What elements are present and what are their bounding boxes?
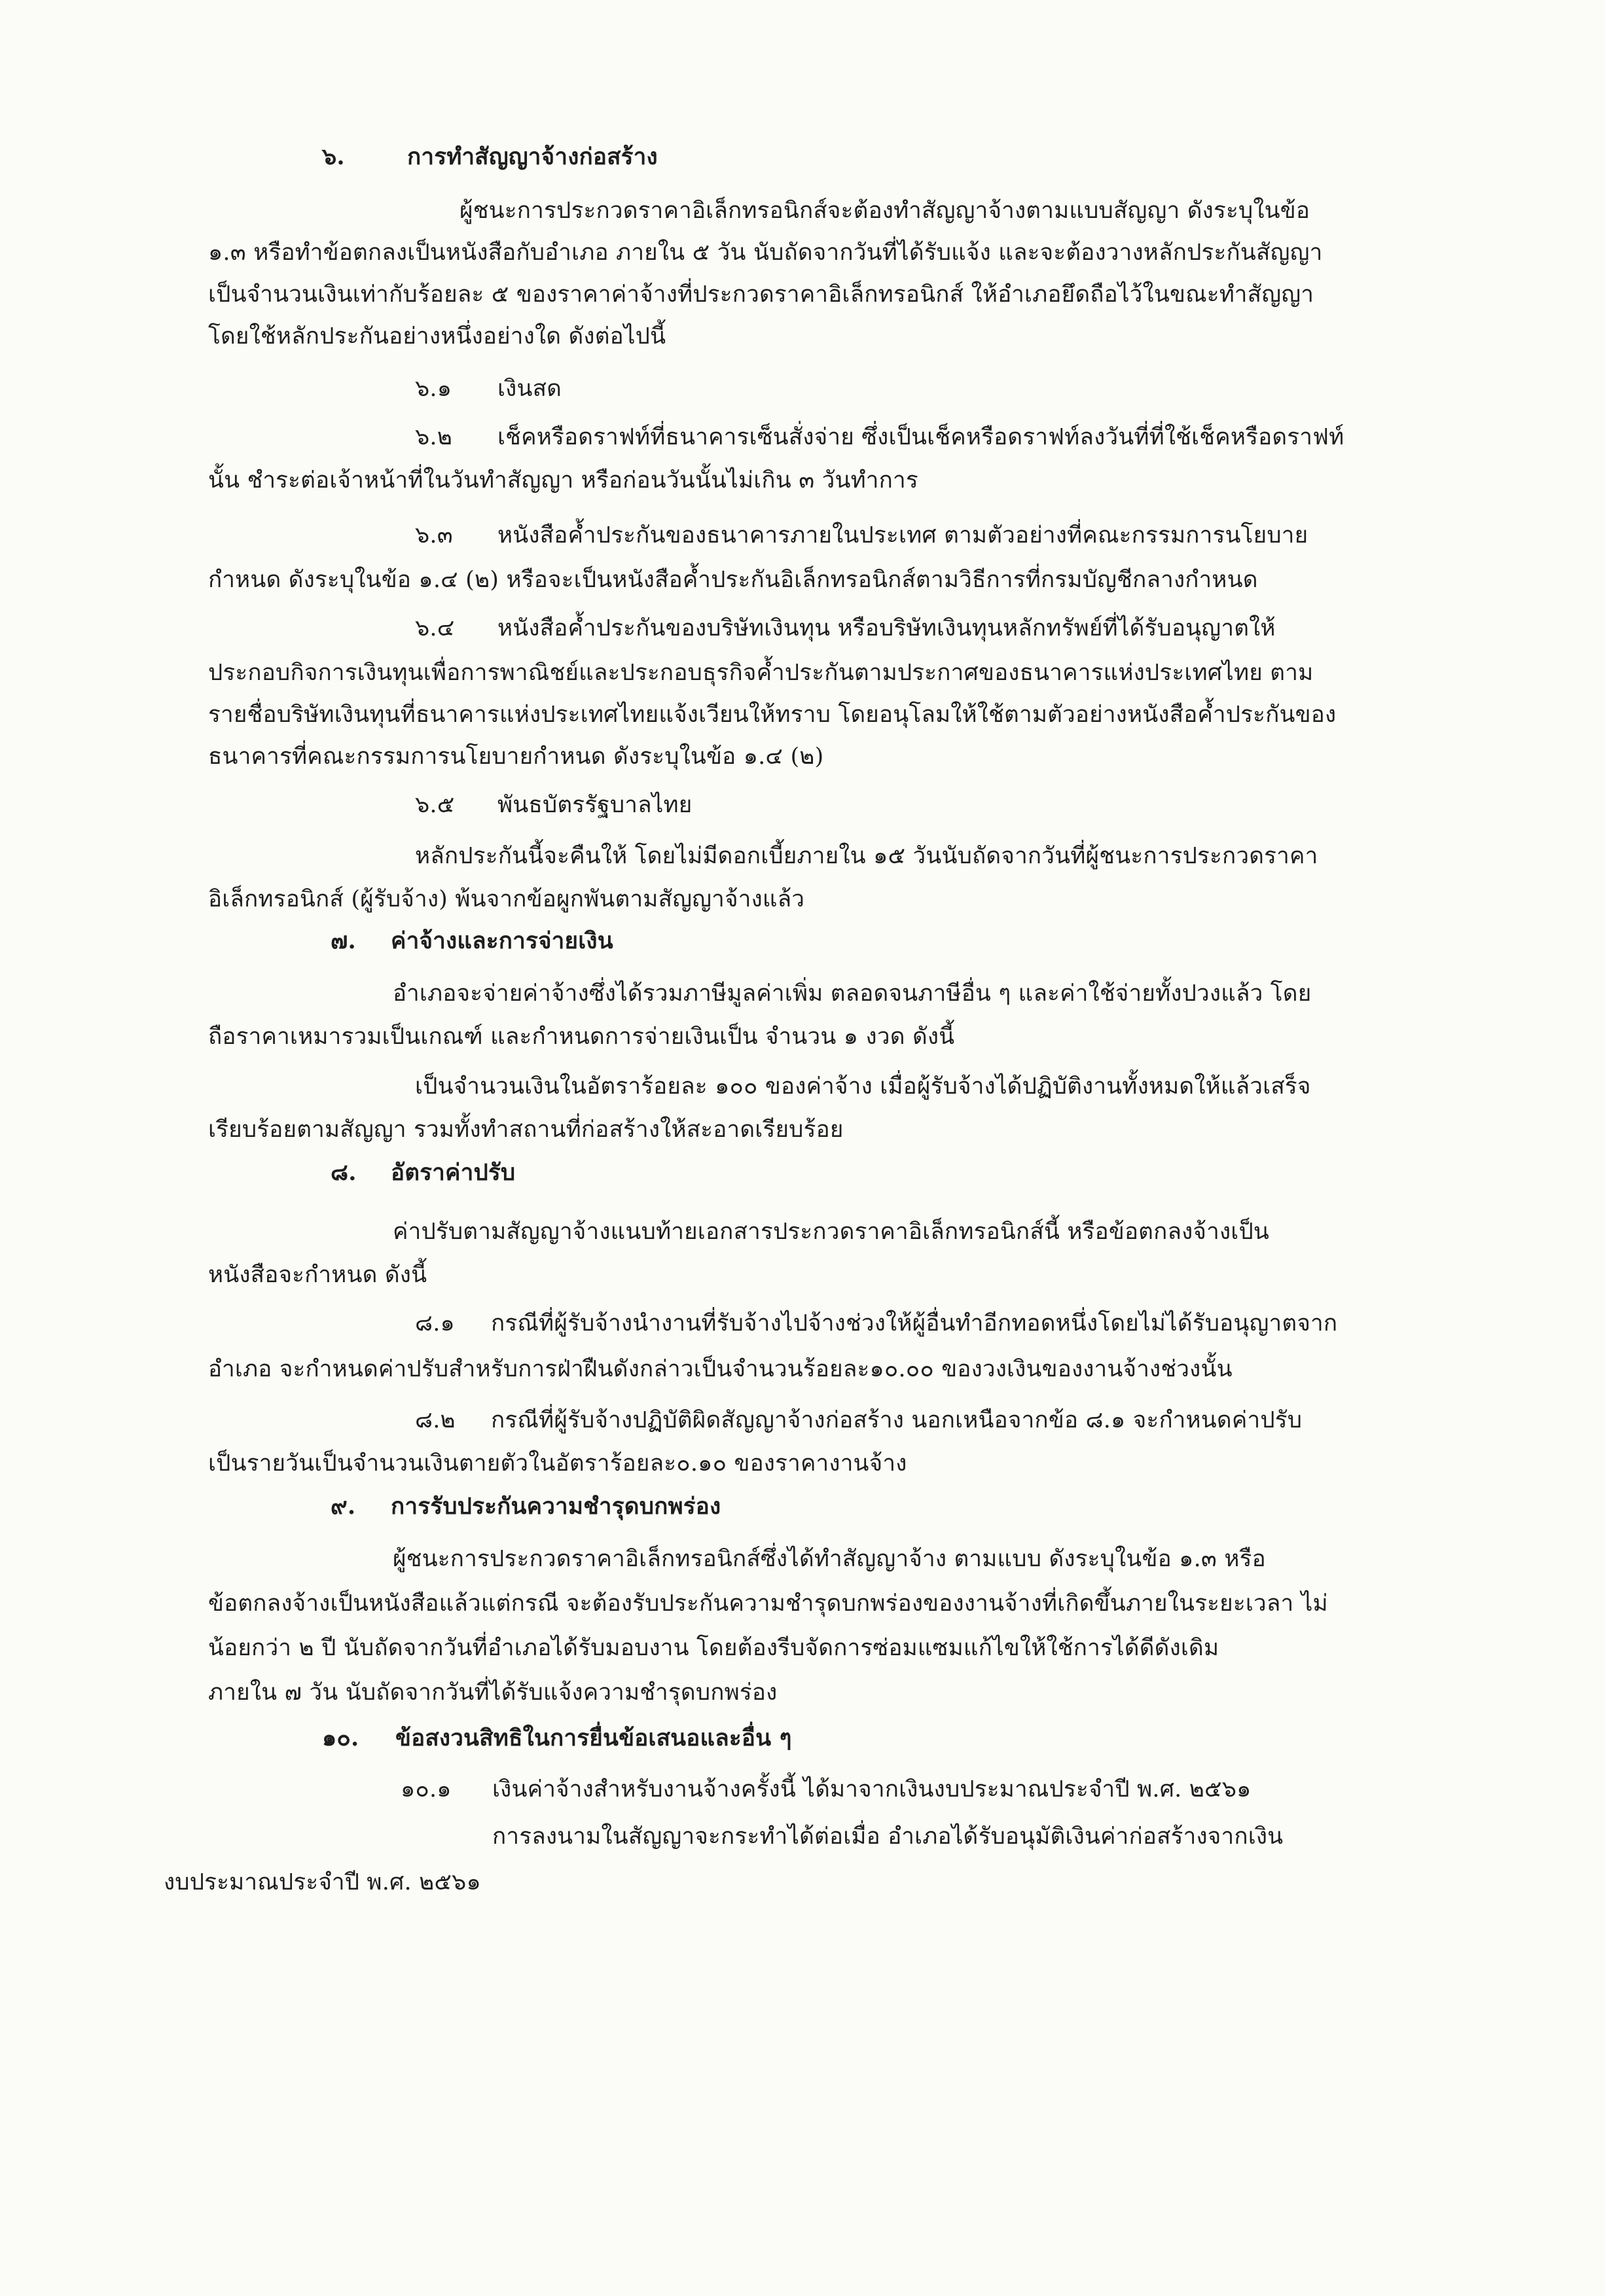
s6-item-4 <box>415 614 1276 643</box>
s6-item-3-text: หนังสือค้ำประกันของธนาคารภายในประเทศ ตามตัวอย่างที่คณะกรรมการนโยบาย <box>497 522 1308 548</box>
s6-closing-line: อิเล็กทรอนิกส์ (ผู้รับจ้าง) พ้นจากข้อผูกพันตามสัญญาจ้างแล้ว <box>208 886 805 912</box>
section-8-title: อัตราค่าปรับ <box>391 1159 516 1186</box>
s6-item-1 <box>415 374 562 403</box>
s8-item-2 <box>415 1406 1302 1435</box>
s6-item-3-number: ๖.๓ <box>415 522 453 548</box>
s8-item-1 <box>415 1309 1337 1338</box>
s8-paragraph-line: ค่าปรับตามสัญญาจ้างแนบท้ายเอกสารประกวดราคาอิเล็กทรอนิกส์นี้ หรือข้อตกลงจ้างเป็น <box>393 1219 1269 1245</box>
s6-item-4-number: ๖.๔ <box>415 615 455 641</box>
section-9-number: ๙. <box>331 1493 356 1520</box>
s6-item-2-number: ๖.๒ <box>415 424 453 450</box>
section-9-title: การรับประกันความชำรุดบกพร่อง <box>391 1493 721 1520</box>
section-6-number: ๖. <box>322 143 345 170</box>
s6-closing-line: หลักประกันนี้จะคืนให้ โดยไม่มีดอกเบี้ยภายใน ๑๕ วันนับถัดจากวันที่ผู้ชนะการประกวดราคา <box>415 843 1318 869</box>
s9-paragraph-line: น้อยกว่า ๒ ปี นับถัดจากวันที่อำเภอได้รับมอบงาน โดยต้องรีบจัดการซ่อมแซมแก้ไขให้ใช้การได้ดีดังเดิม <box>208 1635 1219 1661</box>
s8-item-2-number: ๘.๒ <box>415 1407 456 1433</box>
section-10-heading <box>322 1724 792 1753</box>
section-6-title: การทำสัญญาจ้างก่อสร้าง <box>407 143 658 170</box>
s9-paragraph-line: ข้อตกลงจ้างเป็นหนังสือแล้วแต่กรณี จะต้องรับประกันความชำรุดบกพร่องของงานจ้างที่เกิดขึ้นภายในระยะเวลา ไม่ <box>208 1590 1328 1617</box>
s7-paragraph-line: เรียบร้อยตามสัญญา รวมทั้งทำสถานที่ก่อสร้างให้สะอาดเรียบร้อย <box>208 1117 844 1143</box>
s6-item-4-continuation: รายชื่อบริษัทเงินทุนที่ธนาคารแห่งประเทศไทยแจ้งเวียนให้ทราบ โดยอนุโลมให้ใช้ตามตัวอย่างหนังสือค้ำประกันของ <box>208 702 1337 728</box>
s6-paragraph-line: ผู้ชนะการประกวดราคาอิเล็กทรอนิกส์จะต้องทำสัญญาจ้างตามแบบสัญญา ดังระบุในข้อ <box>460 198 1310 224</box>
s6-item-5-number: ๖.๕ <box>415 792 455 818</box>
s6-item-5 <box>415 791 693 819</box>
section-7-title: ค่าจ้างและการจ่ายเงิน <box>391 927 613 954</box>
s6-item-2 <box>415 423 1344 452</box>
s6-item-5-text: พันธบัตรรัฐบาลไทย <box>497 792 693 818</box>
s8-item-2-continuation: เป็นรายวันเป็นจำนวนเงินตายตัวในอัตราร้อยละ๐.๑๐ ของราคางานจ้าง <box>208 1450 907 1477</box>
s6-item-4-text: หนังสือค้ำประกันของบริษัทเงินทุน หรือบริษัทเงินทุนหลักทรัพย์ที่ได้รับอนุญาตให้ <box>497 615 1276 641</box>
s6-paragraph-line: เป็นจำนวนเงินเท่ากับร้อยละ ๕ ของราคาค่าจ้างที่ประกวดราคาอิเล็กทรอนิกส์ ให้อำเภอยึดถือไว้ในขณะทำสัญญา <box>208 281 1314 308</box>
s7-paragraph-line: เป็นจำนวนเงินในอัตราร้อยละ ๑๐๐ ของค่าจ้าง เมื่อผู้รับจ้างได้ปฏิบัติงานทั้งหมดให้แล้วเสร็จ <box>415 1073 1311 1100</box>
s10-paragraph-line: งบประมาณประจำปี พ.ศ. ๒๕๖๑ <box>164 1869 481 1895</box>
s8-item-1-number: ๘.๑ <box>415 1310 455 1336</box>
s8-item-2-text: กรณีที่ผู้รับจ้างปฏิบัติผิดสัญญาจ้างก่อสร้าง นอกเหนือจากข้อ ๘.๑ จะกำหนดค่าปรับ <box>491 1407 1303 1433</box>
s6-paragraph-line: ๑.๓ หรือทำข้อตกลงเป็นหนังสือกับอำเภอ ภายใน ๕ วัน นับถัดจากวันที่ได้รับแจ้ง และจะต้องวางหลักประกันสัญญา <box>208 240 1323 266</box>
s8-paragraph-line: หนังสือจะกำหนด ดังนี้ <box>208 1262 427 1288</box>
s6-item-4-continuation: ธนาคารที่คณะกรรมการนโยบายกำหนด ดังระบุในข้อ ๑.๔ (๒) <box>208 744 824 770</box>
section-7-heading <box>331 927 613 956</box>
s6-item-2-text: เช็คหรือดราฟท์ที่ธนาคารเซ็นสั่งจ่าย ซึ่งเป็นเช็คหรือดราฟท์ลงวันที่ที่ใช้เช็คหรือดราฟท์ <box>497 424 1344 450</box>
s7-paragraph-line: อำเภอจะจ่ายค่าจ้างซึ่งได้รวมภาษีมูลค่าเพิ่ม ตลอดจนภาษีอื่น ๆ และค่าใช้จ่ายทั้งปวงแล้ว โดย <box>393 980 1312 1007</box>
s10-paragraph-line: การลงนามในสัญญาจะกระทำได้ต่อเมื่อ อำเภอได้รับอนุมัติเงินค่าก่อสร้างจากเงิน <box>492 1823 1284 1850</box>
s6-item-4-continuation: ประกอบกิจการเงินทุนเพื่อการพาณิชย์และประกอบธุรกิจค้ำประกันตามประกาศของธนาคารแห่งประเทศไทย ตาม <box>208 660 1314 686</box>
s8-item-1-text: กรณีที่ผู้รับจ้างนำงานที่รับจ้างไปจ้างช่วงให้ผู้อื่นทำอีกทอดหนึ่งโดยไม่ได้รับอนุญาตจาก <box>491 1310 1338 1336</box>
section-7-number: ๗. <box>331 927 356 954</box>
section-6-heading <box>322 143 658 171</box>
s6-item-3-continuation: กำหนด ดังระบุในข้อ ๑.๔ (๒) หรือจะเป็นหนังสือค้ำประกันอิเล็กทรอนิกส์ตามวิธีการที่กรมบัญชีกลางกำหนด <box>208 567 1258 593</box>
s9-paragraph-line: ผู้ชนะการประกวดราคาอิเล็กทรอนิกส์ซึ่งได้ทำสัญญาจ้าง ตามแบบ ดังระบุในข้อ ๑.๓ หรือ <box>393 1546 1266 1572</box>
s6-item-2-continuation: นั้น ชำระต่อเจ้าหน้าที่ในวันทำสัญญา หรือก่อนวันนั้นไม่เกิน ๓ วันทำการ <box>208 467 918 493</box>
s7-paragraph-line: ถือราคาเหมารวมเป็นเกณฑ์ และกำหนดการจ่ายเงินเป็น จำนวน ๑ งวด ดังนี้ <box>208 1024 955 1050</box>
section-8-number: ๘. <box>331 1159 357 1186</box>
s8-item-1-continuation: อำเภอ จะกำหนดค่าปรับสำหรับการฝ่าฝืนดังกล่าวเป็นจำนวนร้อยละ๑๐.๐๐ ของวงเงินของงานจ้างช่วงนั้น <box>208 1356 1233 1382</box>
s9-paragraph-line: ภายใน ๗ วัน นับถัดจากวันที่ได้รับแจ้งความชำรุดบกพร่อง <box>208 1679 778 1706</box>
s6-item-3 <box>415 521 1308 550</box>
s10-item-1 <box>401 1775 1252 1804</box>
section-9-heading <box>331 1492 721 1521</box>
section-8-heading <box>331 1158 515 1187</box>
section-10-number: ๑๐. <box>322 1725 359 1751</box>
s6-item-1-number: ๖.๑ <box>415 376 452 402</box>
s6-paragraph-line: โดยใช้หลักประกันอย่างหนึ่งอย่างใด ดังต่อไปนี้ <box>208 323 666 350</box>
section-10-title: ข้อสงวนสิทธิในการยื่นข้อเสนอและอื่น ๆ <box>395 1725 792 1751</box>
s10-item-1-number: ๑๐.๑ <box>401 1776 452 1803</box>
s6-item-1-text: เงินสด <box>497 376 562 402</box>
s10-item-1-text: เงินค่าจ้างสำหรับงานจ้างครั้งนี้ ได้มาจากเงินงบประมาณประจำปี พ.ศ. ๒๕๖๑ <box>492 1776 1252 1803</box>
